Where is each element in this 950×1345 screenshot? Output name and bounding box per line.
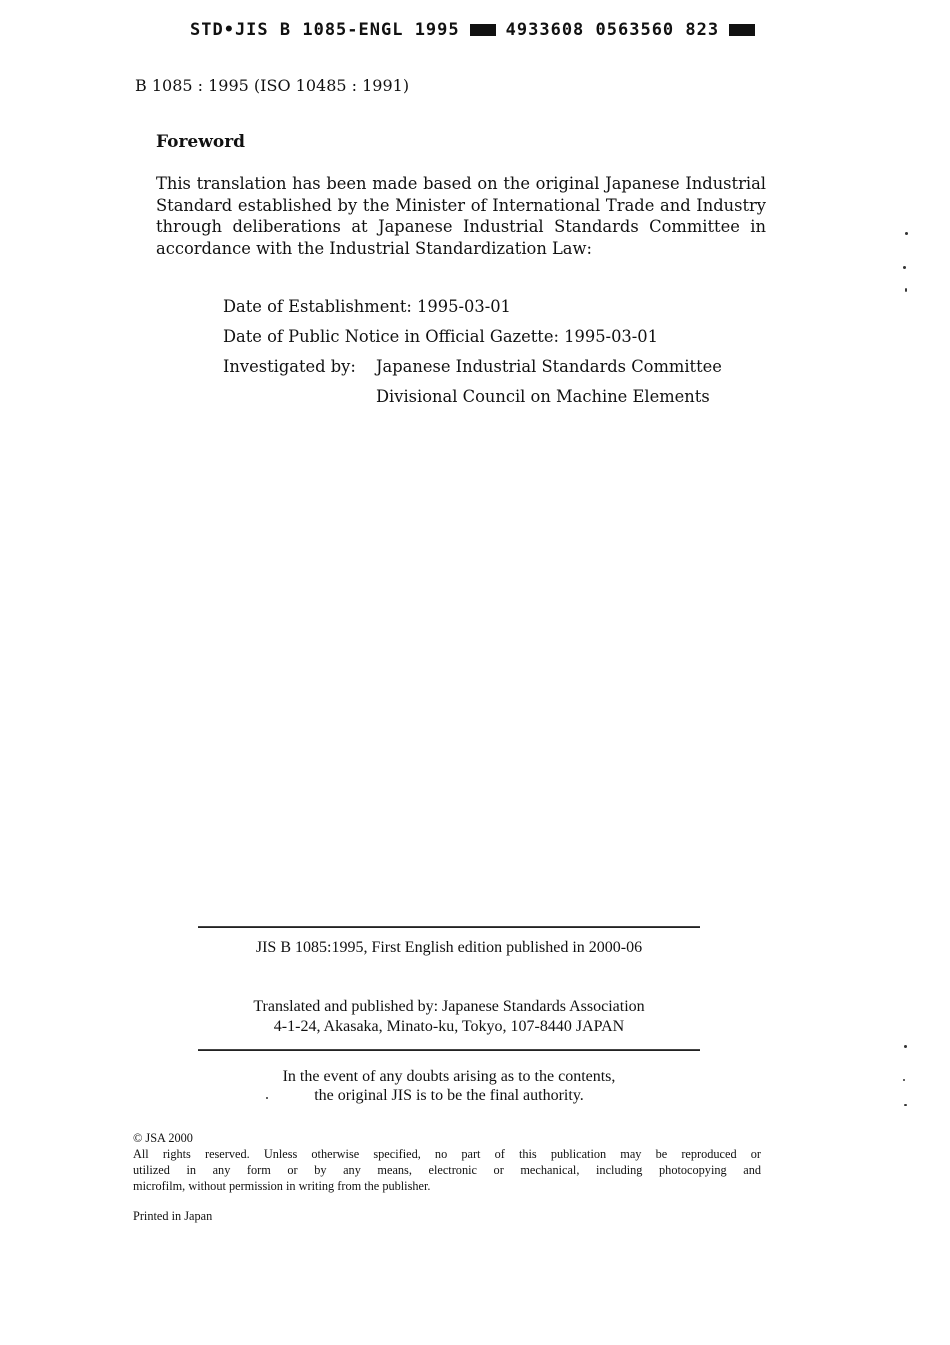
investigated-council: Divisional Council on Machine Elements [376,387,710,406]
public-notice-date: Date of Public Notice in Official Gazette: 1995-03-01 [223,327,658,346]
divider [198,1049,700,1051]
rights-line: microfilm, without permission in writing from the publisher. [133,1179,431,1193]
rights-line: All rights reserved. Unless otherwise specified, no part of this publication may be reproduced or [133,1147,761,1161]
header-code-left: STD•JIS B 1085-ENGL 1995 [190,20,460,40]
investigated-committee: Japanese Industrial Standards Committee [376,357,722,376]
scan-speck [903,266,906,269]
publisher-line: Translated and published by: Japanese Standards Association [253,998,645,1015]
scan-speck [905,288,907,292]
rights-line: utilized in any form or by any means, electronic or mechanical, including photocopying and [133,1163,761,1177]
foreword-title: Foreword [156,132,246,152]
copyright-notice: © JSA 2000 [133,1131,193,1145]
investigated-label: Investigated by: [223,357,356,376]
black-bar-mark [470,24,496,36]
foreword-line: Standard established by the Minister of International Trade and Industry [156,195,766,215]
authority-line-2: the original JIS is to be the final authority. [314,1087,584,1104]
foreword-line: accordance with the Industrial Standardization Law: [156,238,592,258]
scan-speck [904,1104,907,1106]
rights-paragraph [133,1146,761,1194]
establishment-date: Date of Establishment: 1995-03-01 [223,297,511,316]
authority-line-1: In the event of any doubts arising as to the contents, [282,1068,616,1085]
scan-speck [266,1097,268,1099]
foreword-paragraph [156,173,766,259]
header-code-right: 4933608 0563560 823 [505,20,720,40]
scan-speck [904,1045,907,1048]
foreword-line: through deliberations at Japanese Industrial Standards Committee in [156,217,766,236]
document-id: B 1085 : 1995 (ISO 10485 : 1991) [135,76,410,95]
foreword-line: This translation has been made based on the original Japanese Industrial [156,174,766,193]
black-bar-mark [729,24,755,36]
scan-header [190,20,755,40]
edition-line: JIS B 1085:1995, First English edition published in 2000-06 [255,939,643,956]
divider [198,926,700,928]
printed-in: Printed in Japan [133,1209,213,1223]
publisher-address: 4-1-24, Akasaka, Minato-ku, Tokyo, 107-8440 JAPAN [273,1018,625,1035]
scan-speck [905,232,908,235]
scan-speck [903,1079,905,1081]
